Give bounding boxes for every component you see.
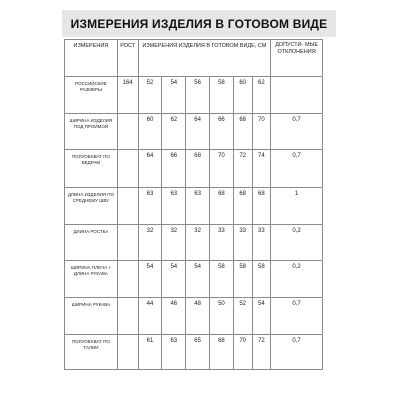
value-cell: 68 [233,114,252,150]
row-label: РОССИЙСКИЕ РАЗМЕРЫ [65,77,118,114]
value-cell: 33 [233,224,252,260]
measurement-header: ИЗМЕРЕНИЯ [65,40,118,77]
value-cell: 62 [162,114,186,150]
value-cell: 68 [210,187,234,224]
tolerance-cell: 0,7 [271,334,323,369]
value-cell: 58 [210,261,234,298]
table-row [65,77,323,114]
value-cell: 68 [233,187,252,224]
value-cell: 70 [252,114,271,150]
value-cell: 58 [252,261,271,298]
height-cell [117,334,138,369]
height-cell [117,150,138,187]
value-cell: 68 [210,334,234,369]
finished-measurements-header: ИЗМЕРЕНИЯ ИЗДЕЛИЯ В ГОТОВОМ ВИДЕ, СМ [138,40,271,77]
table-row [65,187,323,224]
value-cell: 54 [252,298,271,334]
tolerance-header: ДОПУСТИ- МЫЕ ОТКЛОНЕНИЯ [271,40,323,77]
height-cell [117,224,138,260]
title-text: ИЗМЕРЕНИЯ ИЗДЕЛИЯ В ГОТОВОМ ВИДЕ [70,16,328,31]
value-cell: 46 [162,298,186,334]
tolerance-cell [271,77,323,114]
tolerance-cell: 0,7 [271,150,323,187]
row-label: ШИРИНА РУКАВА [65,298,118,334]
tolerance-cell: 0,7 [271,298,323,334]
value-cell: 54 [162,261,186,298]
value-cell: 52 [233,298,252,334]
value-cell: 32 [162,224,186,260]
value-cell: 62 [252,77,271,114]
value-cell: 68 [186,150,210,187]
value-cell: 63 [162,334,186,369]
height-cell [117,261,138,298]
table-row [65,224,323,260]
value-cell: 63 [186,187,210,224]
row-label: ПОЛУОБХВАТ ПО ТАЛИИ [65,334,118,369]
value-cell: 74 [252,150,271,187]
value-cell: 70 [210,150,234,187]
value-cell: 60 [138,114,162,150]
row-label: ШИРИНА ИЗДЕЛИЯ ПОД ПРОЙМОЙ [65,114,118,150]
value-cell: 66 [210,114,234,150]
value-cell: 56 [186,77,210,114]
value-cell: 60 [233,77,252,114]
value-cell: 33 [210,224,234,260]
table-row [65,334,323,369]
value-cell: 54 [186,261,210,298]
header-row [65,40,323,77]
row-label: ДЛИНА ИЗДЕЛИЯ ПО СРЕДНЕМУ ШВУ [65,187,118,224]
height-header: РОСТ [117,40,138,77]
value-cell: 58 [210,77,234,114]
value-cell: 70 [233,334,252,369]
value-cell: 50 [210,298,234,334]
height-cell [117,114,138,150]
row-label: ПОЛУОБХВАТ ПО БЕДРАМ [65,150,118,187]
value-cell: 61 [138,334,162,369]
value-cell: 72 [233,150,252,187]
value-cell: 65 [186,334,210,369]
table-row [65,261,323,298]
value-cell: 32 [186,224,210,260]
value-cell: 32 [138,224,162,260]
value-cell: 33 [252,224,271,260]
value-cell: 54 [138,261,162,298]
table-row [65,150,323,187]
height-cell [117,298,138,334]
row-label: ШИРИНА ПЛЕЧА + ДЛИНА РУКАВА [65,261,118,298]
tolerance-cell: 0,2 [271,261,323,298]
table-row [65,298,323,334]
value-cell: 44 [138,298,162,334]
height-cell: 164 [117,77,138,114]
height-cell [117,187,138,224]
value-cell: 52 [138,77,162,114]
value-cell: 64 [186,114,210,150]
value-cell: 64 [138,150,162,187]
value-cell: 63 [162,187,186,224]
value-cell: 72 [252,334,271,369]
page-title [62,10,336,37]
table-row [65,114,323,150]
row-label: ДЛИНА РОСТКА [65,224,118,260]
value-cell: 58 [233,261,252,298]
tolerance-cell: 1 [271,187,323,224]
value-cell: 63 [138,187,162,224]
value-cell: 68 [252,187,271,224]
value-cell: 66 [162,150,186,187]
tolerance-cell: 0,7 [271,114,323,150]
value-cell: 54 [162,77,186,114]
tolerance-cell: 0,2 [271,224,323,260]
value-cell: 48 [186,298,210,334]
size-table [64,39,323,370]
